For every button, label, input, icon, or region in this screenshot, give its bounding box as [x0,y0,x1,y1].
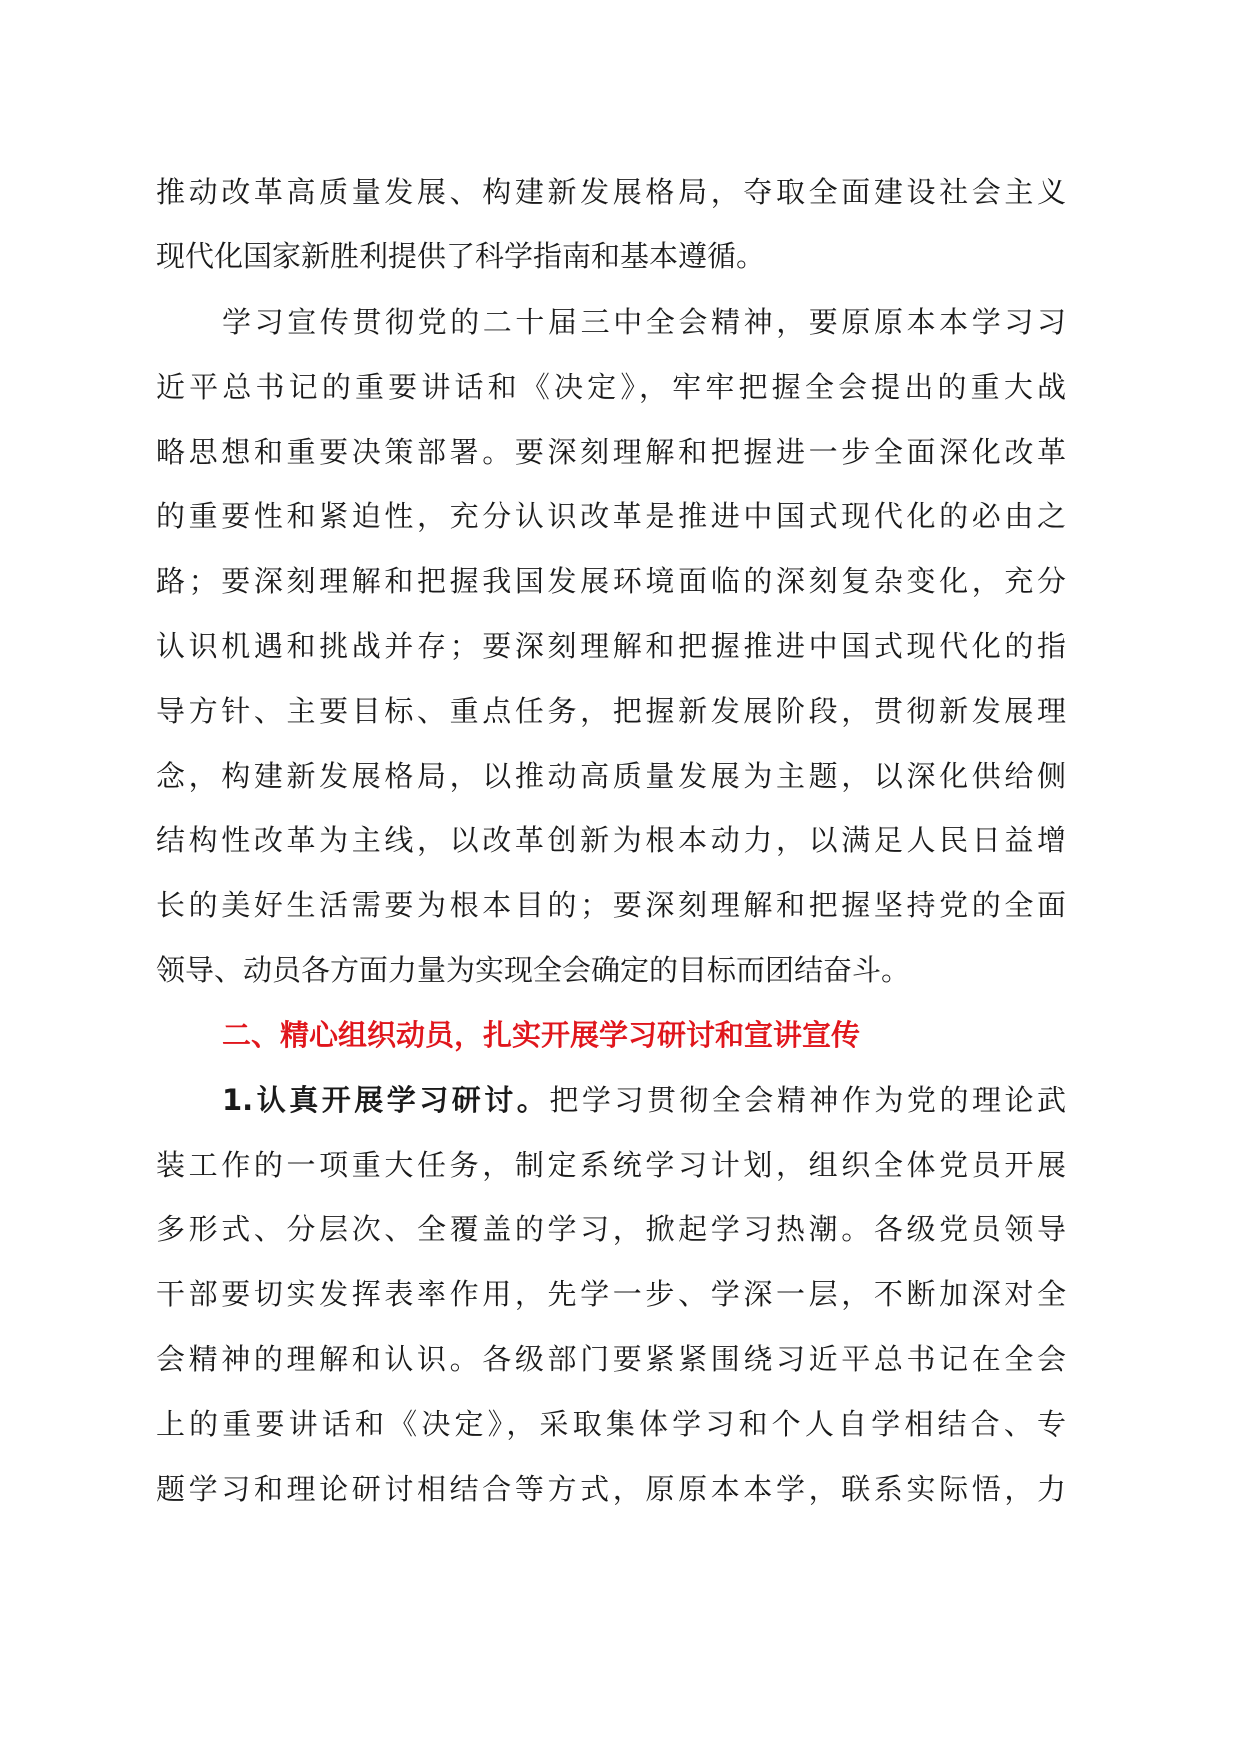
paragraph-line: 的重要性和紧迫性，充分认识改革是推进中国式现代化的必由之 [156,499,1066,533]
paragraph-line: 近平总书记的重要讲话和《决定》，牢牢把握全会提出的重大战 [156,370,1066,404]
paragraph-line: 长的美好生活需要为根本目的；要深刻理解和把握坚持党的全面 [156,888,1066,922]
paragraph-line-with-lead [222,1068,1066,1132]
paragraph-line: 学习宣传贯彻党的二十届三中全会精神，要原原本本学习习 [222,305,1066,339]
paragraph-line: 略思想和重要决策部署。要深刻理解和把握进一步全面深化改革 [156,435,1066,469]
paragraph-line: 导方针、主要目标、重点任务，把握新发展阶段，贯彻新发展理 [156,694,1066,728]
paragraph-line: 多形式、分层次、全覆盖的学习，掀起学习热潮。各级党员领导 [156,1212,1066,1246]
paragraph-line: 题学习和理论研讨相结合等方式，原原本本学，联系实际悟，力 [156,1472,1066,1506]
paragraph-line: 念，构建新发展格局，以推动高质量发展为主题，以深化供给侧 [156,759,1066,793]
paragraph-line: 推动改革高质量发展、构建新发展格局，夺取全面建设社会主义 [156,175,1066,209]
paragraph-line: 领导、动员各方面力量为实现全会确定的目标而团结奋斗。 [156,953,911,987]
item-lead-title: 1.认真开展学习研讨。 [222,1083,550,1117]
paragraph-line: 认识机遇和挑战并存；要深刻理解和把握推进中国式现代化的指 [156,629,1066,663]
section-heading: 二、精心组织动员，扎实开展学习研讨和宣讲宣传 [222,1018,861,1052]
item-lead-rest: 把学习贯彻全会精神作为党的理论武 [549,1083,1066,1117]
paragraph-line: 会精神的理解和认识。各级部门要紧紧围绕习近平总书记在全会 [156,1342,1066,1376]
paragraph-line: 现代化国家新胜利提供了科学指南和基本遵循。 [156,239,766,273]
paragraph-line: 干部要切实发挥表率作用，先学一步、学深一层，不断加深对全 [156,1277,1066,1311]
paragraph-line: 结构性改革为主线，以改革创新为根本动力，以满足人民日益增 [156,823,1066,857]
paragraph-line: 上的重要讲话和《决定》，采取集体学习和个人自学相结合、专 [156,1407,1066,1441]
paragraph-line: 装工作的一项重大任务，制定系统学习计划，组织全体党员开展 [156,1148,1066,1182]
paragraph-line: 路；要深刻理解和把握我国发展环境面临的深刻复杂变化，充分 [156,564,1066,598]
